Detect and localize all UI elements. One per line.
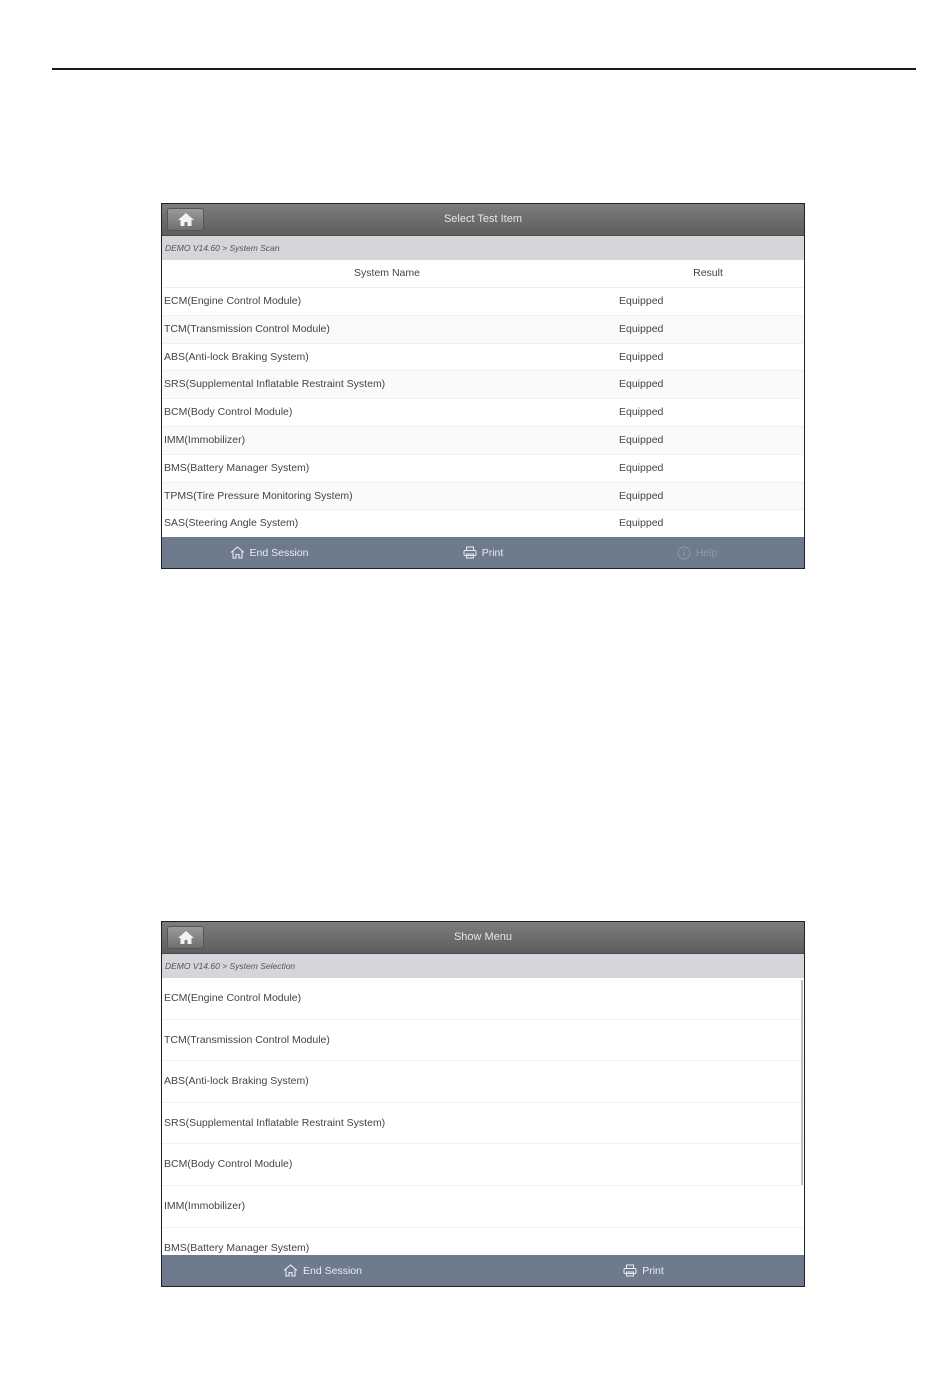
system-selection-screen xyxy=(161,921,805,1287)
home-button[interactable] xyxy=(167,926,204,949)
table-row xyxy=(162,371,804,399)
system-scan-screen xyxy=(161,203,805,569)
breadcrumb: DEMO V14.60 > System Selection xyxy=(162,954,804,978)
system-name-cell: BMS(Battery Manager System) xyxy=(164,461,310,474)
result-cell: Equipped xyxy=(619,489,664,502)
result-cell: Equipped xyxy=(619,322,664,335)
home-outline-icon xyxy=(230,546,245,559)
menu-item-bcm[interactable]: BCM(Body Control Module) xyxy=(162,1144,804,1186)
system-name-cell: ABS(Anti-lock Braking System) xyxy=(164,350,309,363)
screen-title: Select Test Item xyxy=(443,213,523,225)
home-outline-icon xyxy=(283,1264,298,1277)
end-session-button[interactable] xyxy=(162,1264,483,1277)
table-row xyxy=(162,399,804,427)
menu-item-tcm[interactable]: TCM(Transmission Control Module) xyxy=(162,1020,804,1062)
print-label: Print xyxy=(642,1264,664,1277)
end-session-button[interactable] xyxy=(162,546,376,559)
end-session-label: End Session xyxy=(303,1264,362,1277)
system-name-cell: SAS(Steering Angle System) xyxy=(164,517,299,530)
result-cell: Equipped xyxy=(619,406,664,419)
footer-toolbar xyxy=(162,1255,804,1286)
system-name-cell: TCM(Transmission Control Module) xyxy=(164,322,330,335)
table-row xyxy=(162,288,804,316)
help-label: Help xyxy=(695,546,718,559)
result-cell: Equipped xyxy=(619,378,664,391)
menu-item-abs[interactable]: ABS(Anti-lock Braking System) xyxy=(162,1061,804,1103)
menu-item-bms[interactable]: BMS(Battery Manager System) xyxy=(162,1228,804,1255)
help-button[interactable] xyxy=(590,546,804,560)
result-cell: Equipped xyxy=(619,433,664,446)
table-row xyxy=(162,344,804,372)
title-bar xyxy=(162,204,804,236)
system-name-cell: IMM(Immobilizer) xyxy=(164,433,246,446)
print-label: Print xyxy=(481,546,504,559)
print-button[interactable] xyxy=(376,546,590,559)
print-button[interactable] xyxy=(483,1264,804,1277)
system-name-cell: SRS(Supplemental Inflatable Restraint System) xyxy=(164,378,386,391)
result-cell: Equipped xyxy=(619,295,664,307)
table-header xyxy=(162,260,804,288)
result-cell: Equipped xyxy=(619,461,664,474)
menu-item-imm[interactable]: IMM(Immobilizer) xyxy=(162,1186,804,1228)
footer-toolbar xyxy=(162,537,804,568)
system-menu-list xyxy=(162,978,804,1255)
scrollbar[interactable] xyxy=(801,980,803,1185)
column-header-result: Result xyxy=(693,267,723,279)
column-header-system-name: System Name xyxy=(354,267,420,279)
system-name-cell: ECM(Engine Control Module) xyxy=(164,295,302,307)
scan-results-table xyxy=(162,288,804,538)
printer-icon xyxy=(623,1264,637,1277)
table-row xyxy=(162,427,804,455)
end-session-label: End Session xyxy=(249,546,309,559)
home-button[interactable] xyxy=(167,208,204,231)
table-row xyxy=(162,316,804,344)
home-icon xyxy=(178,213,194,226)
menu-item-ecm[interactable]: ECM(Engine Control Module) xyxy=(162,978,804,1020)
system-name-cell: BCM(Body Control Module) xyxy=(164,406,293,419)
result-cell: Equipped xyxy=(619,517,664,530)
home-icon xyxy=(178,931,194,944)
breadcrumb: DEMO V14.60 > System Scan xyxy=(162,236,804,260)
result-cell: Equipped xyxy=(619,350,664,363)
page-header-rule xyxy=(52,68,916,70)
table-row xyxy=(162,455,804,483)
printer-icon xyxy=(463,546,477,559)
title-bar xyxy=(162,922,804,954)
screen-title: Show Menu xyxy=(453,931,513,943)
system-name-cell: TPMS(Tire Pressure Monitoring System) xyxy=(164,489,353,502)
info-icon xyxy=(677,546,691,560)
table-row xyxy=(162,483,804,511)
table-row xyxy=(162,510,804,538)
menu-item-srs[interactable]: SRS(Supplemental Inflatable Restraint System) xyxy=(162,1103,804,1145)
